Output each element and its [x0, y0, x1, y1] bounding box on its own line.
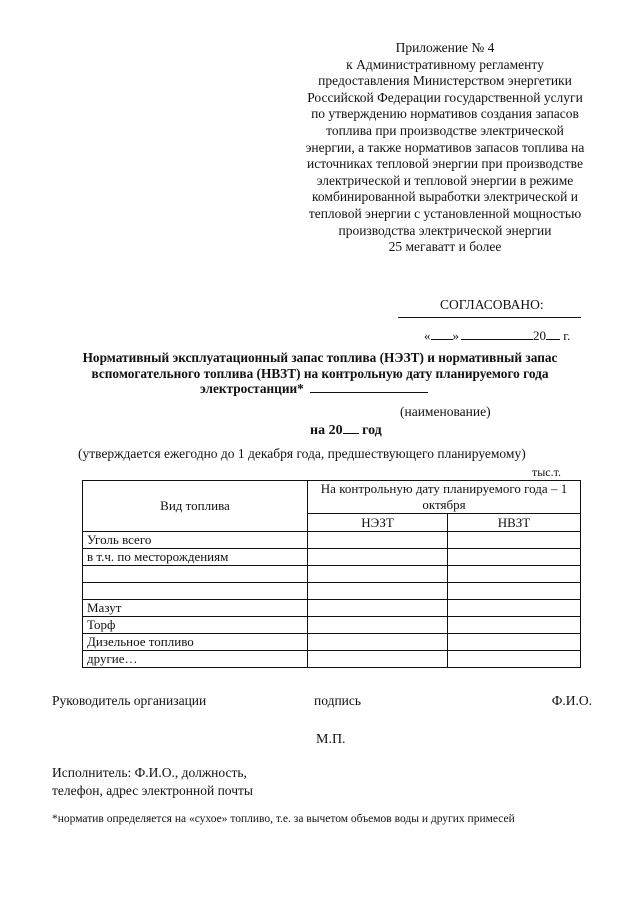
title-station-label: электростанции*	[200, 381, 304, 396]
appendix-line: энергии, а также нормативов запасов топлива на	[305, 139, 585, 155]
title-line-station	[40, 381, 600, 397]
name-hint: (наименование)	[400, 404, 491, 419]
appendix-line: тепловой энергии с установленной мощностью	[308, 205, 582, 221]
year-line-prefix: на 20	[310, 423, 343, 438]
day-blank	[431, 327, 453, 340]
table-row	[83, 583, 581, 600]
appendix-line: предоставления Министерством энергетики	[318, 73, 572, 89]
station-name-blank	[310, 381, 428, 393]
nezt-cell	[308, 617, 448, 634]
appendix-line: по утверждению нормативов создания запасов	[311, 106, 579, 122]
nezt-cell	[308, 583, 448, 600]
appendix-line: Приложение № 4	[395, 40, 495, 55]
appendix-line: к Административному регламенту	[346, 56, 544, 72]
title-line: вспомогательного топлива (НВЗТ) на контрольную дату планируемого года	[91, 365, 549, 381]
planned-year-line	[310, 421, 382, 439]
fuel-table	[82, 480, 581, 668]
appendix-line: производства электрической энергии	[338, 222, 552, 238]
date-quote-open: «	[424, 328, 431, 343]
header-nvzt: НВЗТ	[448, 514, 581, 532]
table-row	[83, 634, 581, 651]
appendix-line: электрической и тепловой энергии в режиме	[316, 172, 574, 188]
nezt-cell	[308, 651, 448, 668]
document-title	[40, 350, 600, 397]
nezt-cell	[308, 634, 448, 651]
appendix-line: 25 мегаватт и более	[388, 239, 502, 255]
executor-line: Исполнитель: Ф.И.О., должность,	[52, 765, 247, 780]
nvzt-cell	[448, 634, 581, 651]
head-of-organization: Руководитель организации	[52, 693, 207, 708]
table-row	[83, 651, 581, 668]
fuel-type-cell: в т.ч. по месторождениям	[83, 549, 308, 566]
year-line-blank	[343, 421, 359, 434]
table-row	[83, 600, 581, 617]
table-row	[83, 532, 581, 549]
date-quote-close: »	[452, 328, 459, 343]
unit-label: тыс.т.	[532, 465, 561, 479]
date-year-suffix: г.	[560, 328, 571, 343]
month-blank	[461, 327, 533, 340]
header-control-date: На контрольную дату планируемого года – 1 октября	[308, 481, 581, 514]
header-fuel-type: Вид топлива	[83, 481, 308, 532]
nvzt-cell	[448, 532, 581, 549]
approved-label: СОГЛАСОВАНО:	[440, 297, 544, 312]
signature-label: подпись	[314, 693, 362, 708]
nezt-cell	[308, 532, 448, 549]
year-blank	[546, 327, 560, 340]
nezt-cell	[308, 600, 448, 617]
nezt-cell	[308, 566, 448, 583]
fuel-type-cell: Уголь всего	[83, 532, 308, 549]
approved-date	[424, 327, 570, 344]
nvzt-cell	[448, 583, 581, 600]
table-row	[83, 566, 581, 583]
appendix-line: Российской Федерации государственной услуги	[307, 89, 583, 105]
approved-signature-line	[398, 317, 581, 318]
nvzt-cell	[448, 651, 581, 668]
table-row	[83, 617, 581, 634]
footnote: *норматив определяется на «сухое» топливо, т.е. за вычетом объемов воды и других примесей	[52, 813, 515, 825]
fio-label: Ф.И.О.	[551, 693, 592, 708]
fuel-type-cell: Торф	[83, 617, 308, 634]
table-header-row	[83, 481, 581, 514]
fuel-type-cell: Дизельное топливо	[83, 634, 308, 651]
appendix-line: источниках тепловой энергии при производстве	[307, 156, 583, 172]
executor-line: телефон, адрес электронной почты	[52, 783, 253, 798]
fuel-type-cell	[83, 583, 308, 600]
executor-block	[52, 764, 253, 800]
stamp-place: М.П.	[316, 732, 346, 747]
year-line-suffix: год	[358, 423, 382, 438]
fuel-type-cell: Мазут	[83, 600, 308, 617]
nvzt-cell	[448, 566, 581, 583]
fuel-type-cell	[83, 566, 308, 583]
title-line: Нормативный эксплуатационный запас топлива (НЭЗТ) и нормативный запас	[82, 350, 558, 365]
appendix-line: топлива при производстве электрической	[326, 122, 564, 138]
appendix-line: комбинированной выработки электрической и	[312, 189, 578, 205]
nvzt-cell	[448, 549, 581, 566]
date-year-prefix: 20	[533, 328, 546, 343]
nvzt-cell	[448, 617, 581, 634]
nvzt-cell	[448, 600, 581, 617]
approval-note: (утверждается ежегодно до 1 декабря года, предшествующего планируемому)	[78, 446, 526, 461]
fuel-type-cell: другие…	[83, 651, 308, 668]
table-row	[83, 549, 581, 566]
appendix-header	[270, 40, 620, 256]
header-nezt: НЭЗТ	[308, 514, 448, 532]
nezt-cell	[308, 549, 448, 566]
